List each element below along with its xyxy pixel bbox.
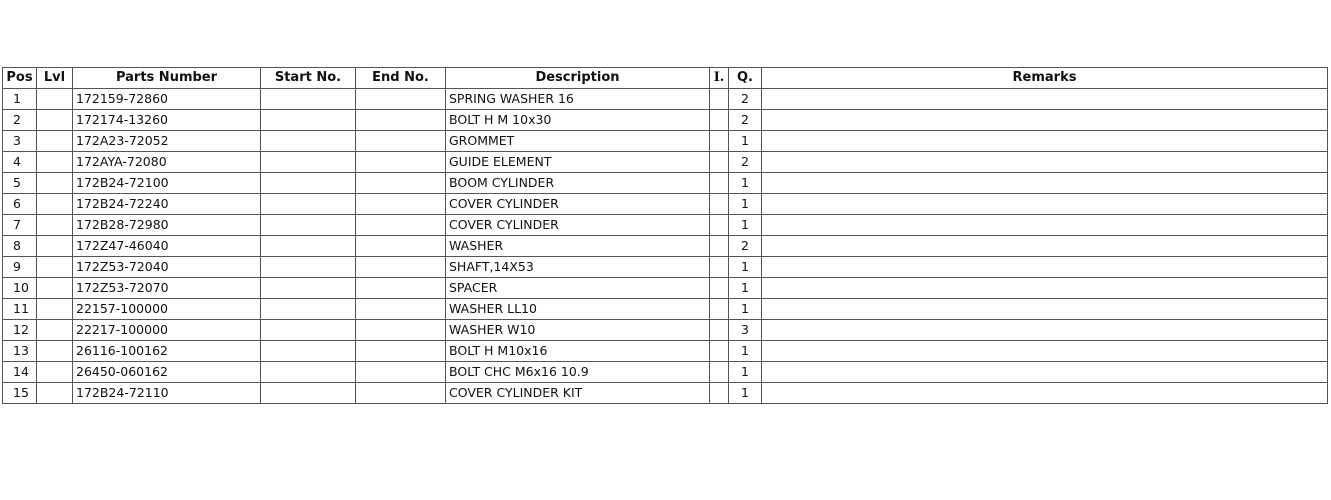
cell-description: SPACER [446, 278, 710, 299]
cell-parts-number: 172B24-72110 [73, 383, 261, 404]
cell-remarks [762, 236, 1328, 257]
cell-q: 1 [729, 194, 762, 215]
cell-end-no [356, 278, 446, 299]
cell-remarks [762, 278, 1328, 299]
cell-description: COVER CYLINDER [446, 215, 710, 236]
cell-i [710, 278, 729, 299]
cell-start-no [261, 278, 356, 299]
cell-description: WASHER [446, 236, 710, 257]
cell-pos: 11 [3, 299, 37, 320]
cell-parts-number: 172AYA-72080 [73, 152, 261, 173]
cell-lvl [37, 89, 73, 110]
cell-parts-number: 22157-100000 [73, 299, 261, 320]
cell-i [710, 173, 729, 194]
cell-description: BOLT H M 10x30 [446, 110, 710, 131]
table-row[interactable] [3, 194, 1328, 215]
cell-q: 1 [729, 131, 762, 152]
cell-q: 1 [729, 299, 762, 320]
cell-q: 1 [729, 173, 762, 194]
table-row[interactable] [3, 257, 1328, 278]
cell-pos: 1 [3, 89, 37, 110]
cell-end-no [356, 362, 446, 383]
cell-lvl [37, 215, 73, 236]
cell-parts-number: 172174-13260 [73, 110, 261, 131]
cell-end-no [356, 299, 446, 320]
cell-remarks [762, 110, 1328, 131]
cell-q: 2 [729, 152, 762, 173]
cell-end-no [356, 110, 446, 131]
table-row[interactable] [3, 89, 1328, 110]
cell-start-no [261, 215, 356, 236]
cell-remarks [762, 383, 1328, 404]
cell-parts-number: 22217-100000 [73, 320, 261, 341]
cell-remarks [762, 194, 1328, 215]
cell-pos: 12 [3, 320, 37, 341]
cell-description: SHAFT,14X53 [446, 257, 710, 278]
cell-remarks [762, 299, 1328, 320]
cell-pos: 6 [3, 194, 37, 215]
cell-description: GUIDE ELEMENT [446, 152, 710, 173]
column-header-start-no[interactable]: Start No. [261, 68, 356, 89]
cell-i [710, 89, 729, 110]
cell-pos: 15 [3, 383, 37, 404]
cell-start-no [261, 89, 356, 110]
cell-start-no [261, 131, 356, 152]
cell-lvl [37, 173, 73, 194]
cell-lvl [37, 194, 73, 215]
cell-start-no [261, 320, 356, 341]
cell-start-no [261, 194, 356, 215]
cell-end-no [356, 236, 446, 257]
cell-lvl [37, 383, 73, 404]
table-row[interactable] [3, 110, 1328, 131]
cell-parts-number: 172B28-72980 [73, 215, 261, 236]
cell-description: GROMMET [446, 131, 710, 152]
cell-remarks [762, 173, 1328, 194]
cell-start-no [261, 341, 356, 362]
column-header-i[interactable]: I. [710, 68, 729, 89]
cell-parts-number: 172B24-72100 [73, 173, 261, 194]
cell-parts-number: 172Z47-46040 [73, 236, 261, 257]
cell-remarks [762, 152, 1328, 173]
cell-i [710, 341, 729, 362]
cell-end-no [356, 383, 446, 404]
cell-lvl [37, 299, 73, 320]
cell-pos: 4 [3, 152, 37, 173]
cell-pos: 9 [3, 257, 37, 278]
parts-table-body [3, 89, 1328, 404]
cell-pos: 7 [3, 215, 37, 236]
cell-parts-number: 172B24-72240 [73, 194, 261, 215]
cell-description: COVER CYLINDER [446, 194, 710, 215]
cell-pos: 2 [3, 110, 37, 131]
cell-lvl [37, 320, 73, 341]
column-header-parts-number[interactable]: Parts Number [73, 68, 261, 89]
cell-i [710, 362, 729, 383]
column-header-remarks[interactable]: Remarks [762, 68, 1328, 89]
cell-start-no [261, 236, 356, 257]
cell-i [710, 152, 729, 173]
cell-q: 1 [729, 215, 762, 236]
cell-q: 2 [729, 236, 762, 257]
column-header-lvl[interactable]: Lvl [37, 68, 73, 89]
table-row[interactable] [3, 236, 1328, 257]
table-row[interactable] [3, 362, 1328, 383]
cell-end-no [356, 320, 446, 341]
cell-pos: 3 [3, 131, 37, 152]
cell-lvl [37, 341, 73, 362]
cell-q: 1 [729, 278, 762, 299]
cell-start-no [261, 362, 356, 383]
cell-start-no [261, 299, 356, 320]
cell-description: WASHER W10 [446, 320, 710, 341]
cell-parts-number: 172A23-72052 [73, 131, 261, 152]
cell-remarks [762, 320, 1328, 341]
cell-i [710, 320, 729, 341]
column-header-pos[interactable]: Pos [3, 68, 37, 89]
table-row[interactable] [3, 173, 1328, 194]
cell-description: BOLT H M10x16 [446, 341, 710, 362]
cell-q: 2 [729, 110, 762, 131]
cell-remarks [762, 131, 1328, 152]
cell-start-no [261, 110, 356, 131]
cell-i [710, 383, 729, 404]
cell-remarks [762, 341, 1328, 362]
cell-lvl [37, 110, 73, 131]
cell-i [710, 131, 729, 152]
cell-q: 1 [729, 257, 762, 278]
cell-parts-number: 172Z53-72040 [73, 257, 261, 278]
cell-pos: 5 [3, 173, 37, 194]
table-row[interactable] [3, 320, 1328, 341]
cell-i [710, 236, 729, 257]
cell-i [710, 299, 729, 320]
table-row[interactable] [3, 278, 1328, 299]
cell-remarks [762, 257, 1328, 278]
cell-lvl [37, 257, 73, 278]
cell-remarks [762, 215, 1328, 236]
cell-description: BOLT CHC M6x16 10.9 [446, 362, 710, 383]
top-blank-area [0, 0, 1331, 58]
table-row[interactable] [3, 131, 1328, 152]
table-row[interactable] [3, 215, 1328, 236]
cell-lvl [37, 131, 73, 152]
table-row[interactable] [3, 341, 1328, 362]
cell-start-no [261, 257, 356, 278]
cell-description: SPRING WASHER 16 [446, 89, 710, 110]
cell-remarks [762, 89, 1328, 110]
column-header-q[interactable]: Q. [729, 68, 762, 89]
cell-q: 3 [729, 320, 762, 341]
cell-parts-number: 26450-060162 [73, 362, 261, 383]
cell-q: 2 [729, 89, 762, 110]
table-row[interactable] [3, 152, 1328, 173]
cell-pos: 10 [3, 278, 37, 299]
cell-end-no [356, 194, 446, 215]
cell-description: COVER CYLINDER KIT [446, 383, 710, 404]
column-header-end-no[interactable]: End No. [356, 68, 446, 89]
cell-end-no [356, 341, 446, 362]
cell-description: WASHER LL10 [446, 299, 710, 320]
cell-end-no [356, 215, 446, 236]
cell-remarks [762, 362, 1328, 383]
cell-end-no [356, 131, 446, 152]
column-header-description[interactable]: Description [446, 68, 710, 89]
cell-pos: 13 [3, 341, 37, 362]
cell-i [710, 215, 729, 236]
cell-end-no [356, 89, 446, 110]
cell-pos: 14 [3, 362, 37, 383]
cell-start-no [261, 173, 356, 194]
cell-q: 1 [729, 341, 762, 362]
table-header-row [3, 68, 1328, 89]
cell-pos: 8 [3, 236, 37, 257]
table-row[interactable] [3, 383, 1328, 404]
cell-i [710, 257, 729, 278]
cell-parts-number: 172Z53-72070 [73, 278, 261, 299]
cell-lvl [37, 362, 73, 383]
cell-parts-number: 172159-72860 [73, 89, 261, 110]
cell-lvl [37, 278, 73, 299]
cell-start-no [261, 383, 356, 404]
cell-lvl [37, 152, 73, 173]
cell-end-no [356, 173, 446, 194]
cell-description: BOOM CYLINDER [446, 173, 710, 194]
cell-end-no [356, 152, 446, 173]
cell-i [710, 194, 729, 215]
cell-q: 1 [729, 362, 762, 383]
cell-end-no [356, 257, 446, 278]
cell-parts-number: 26116-100162 [73, 341, 261, 362]
cell-lvl [37, 236, 73, 257]
table-row[interactable] [3, 299, 1328, 320]
parts-table [2, 67, 1328, 404]
cell-q: 1 [729, 383, 762, 404]
cell-i [710, 110, 729, 131]
cell-start-no [261, 152, 356, 173]
